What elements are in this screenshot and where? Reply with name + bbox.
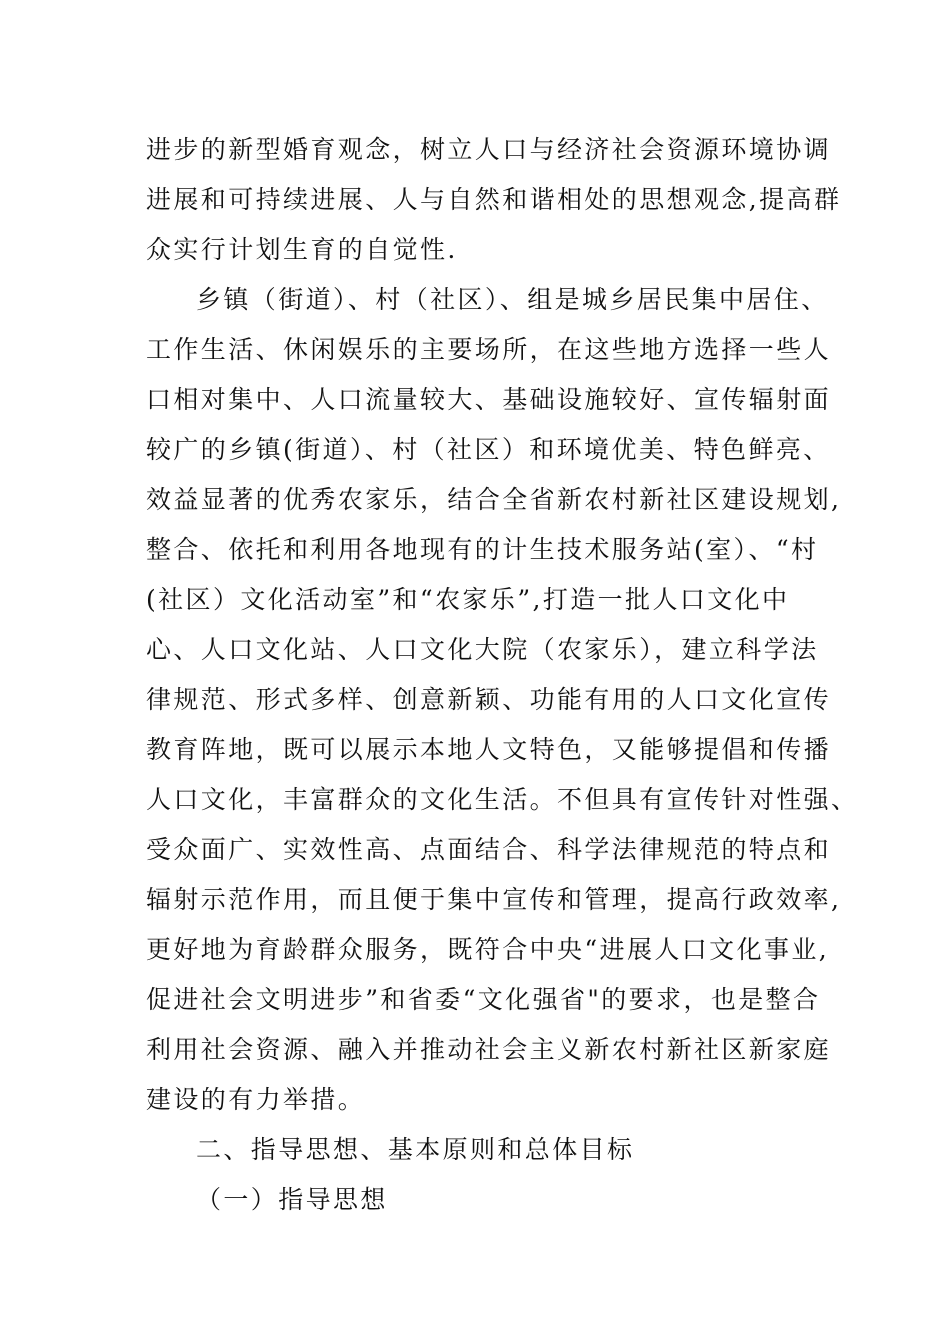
body-text-line: 效益显著的优秀农家乐，结合全省新农村新社区建设规划,: [146, 485, 842, 514]
body-text-line: 口相对集中、人口流量较大、基础设施较好、宣传辐射面: [146, 385, 832, 414]
body-text-line: (社区）文化活动室”和“农家乐”,打造一批人口文化中: [146, 585, 790, 614]
body-text-line: 促进社会文明进步”和省委“文化强省"的要求，也是整合: [146, 985, 821, 1014]
body-text-line: 利用社会资源、融入并推动社会主义新农村新社区新家庭: [146, 1035, 832, 1064]
body-text-line: 人口文化，丰富群众的文化生活。不但具有宣传针对性强、: [146, 785, 859, 814]
section-heading: 二、指导思想、基本原则和总体目标: [196, 1135, 635, 1164]
body-text-line: 心、人口文化站、人口文化大院（农家乐），建立科学法: [146, 635, 819, 664]
body-text-line: 辐射示范作用，而且便于集中宣传和管理，提高行政效率,: [146, 885, 842, 914]
body-text-line: 整合、依托和利用各地现有的计生技术服务站(室）、“村: [146, 535, 819, 564]
body-text-line: 教育阵地，既可以展示本地人文特色，又能够提倡和传播: [146, 735, 832, 764]
body-text-line: 建设的有力举措。: [146, 1085, 366, 1114]
body-text-line: 众实行计划生育的自觉性.: [146, 235, 458, 264]
body-text-line: 较广的乡镇(街道）、村（社区）和环境优美、特色鲜亮、: [146, 435, 831, 464]
body-text-line: 更好地为育龄群众服务，既符合中央“进展人口文化事业,: [146, 935, 830, 964]
paragraph-first-line: 乡镇（街道）、村（社区）、组是城乡居民集中居住、: [196, 285, 829, 314]
body-text-line: 进步的新型婚育观念，树立人口与经济社会资源环境协调: [146, 135, 832, 164]
body-text-line: 进展和可持续进展、人与自然和谐相处的思想观念,提高群: [146, 185, 842, 214]
subsection-heading: （一）指导思想: [196, 1185, 388, 1214]
body-text-line: 律规范、形式多样、创意新颖、功能有用的人口文化宣传: [146, 685, 832, 714]
body-text-line: 受众面广、实效性高、点面结合、科学法律规范的特点和: [146, 835, 832, 864]
body-text-line: 工作生活、休闲娱乐的主要场所，在这些地方选择一些人: [146, 335, 832, 364]
